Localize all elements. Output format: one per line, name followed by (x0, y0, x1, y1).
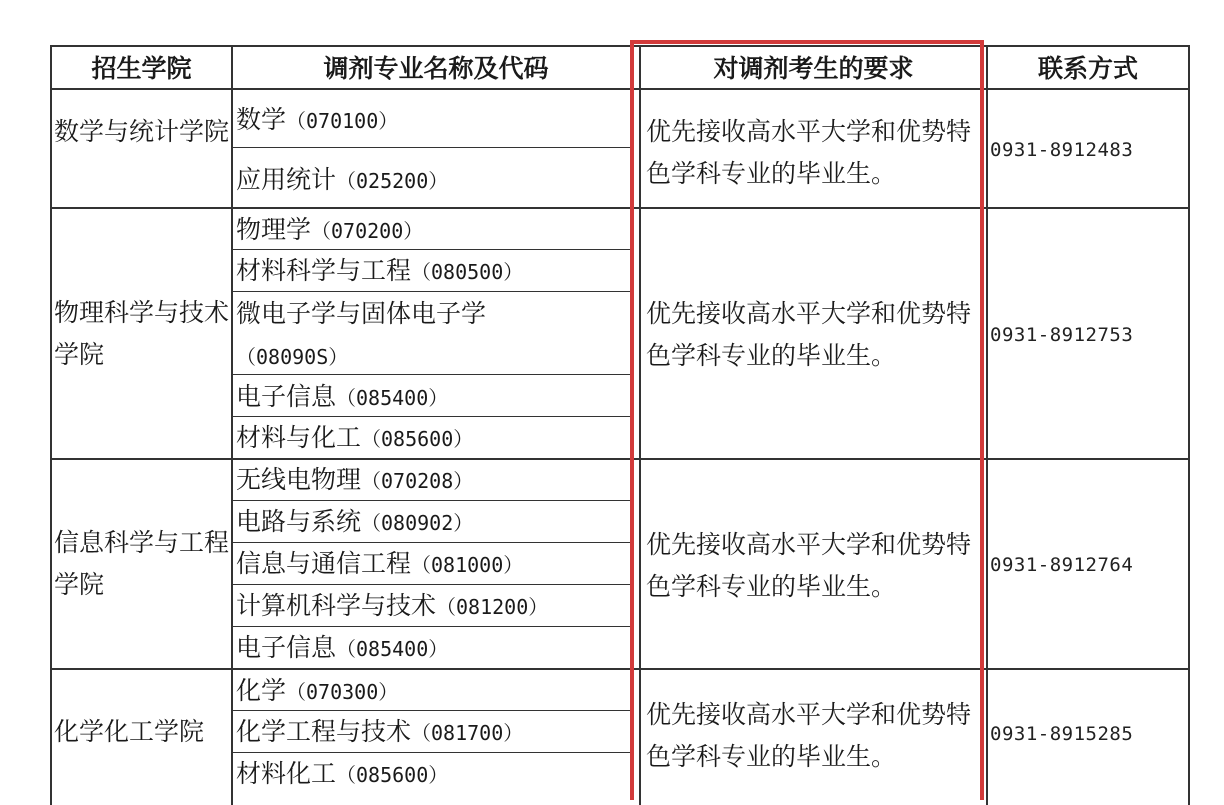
major-entry (236, 209, 423, 252)
header-requirement: 对调剂考生的要求 (713, 54, 914, 83)
major-name: 电子信息 (236, 633, 337, 662)
contact-phone: 0931-8912764 (990, 554, 1134, 576)
college-name: 信息科学与工程学院 (54, 528, 230, 599)
row-divider (50, 458, 1190, 460)
major-name: 信息与通信工程 (236, 549, 412, 578)
major-code: （070100） (286, 109, 399, 133)
requirement-text: 优先接收高水平大学和优势特色学科专业的毕业生。 (646, 299, 972, 370)
major-entry (236, 585, 548, 628)
column-divider (986, 45, 988, 805)
major-code: （081200） (436, 595, 549, 619)
admissions-table (50, 45, 1190, 805)
major-code: （085600） (336, 763, 449, 787)
major-name: 计算机科学与技术 (236, 591, 437, 620)
major-code: （070208） (361, 469, 474, 493)
contact-phone: 0931-8915285 (990, 723, 1134, 745)
major-name: 材料化工 (236, 759, 337, 788)
major-code: （085400） (336, 386, 449, 410)
major-name: 材料与化工 (236, 423, 362, 452)
major-name: 物理学 (236, 215, 312, 244)
major-entry (236, 250, 523, 293)
requirement-text: 优先接收高水平大学和优势特色学科专业的毕业生。 (646, 117, 972, 188)
highlight-box (630, 40, 984, 800)
major-code: （070200） (311, 219, 424, 243)
major-code: （08090S） (236, 345, 349, 369)
header-contact: 联系方式 (1037, 54, 1138, 83)
major-entry (236, 376, 448, 419)
table-border-left (50, 45, 52, 805)
major-entry (236, 711, 523, 754)
major-entry (236, 501, 473, 544)
requirement-text: 优先接收高水平大学和优势特色学科专业的毕业生。 (646, 700, 972, 771)
major-name: 材料科学与工程 (236, 256, 412, 285)
major-name: 化学工程与技术 (236, 717, 412, 746)
table-border-right (1188, 45, 1190, 805)
major-name: 化学 (236, 676, 287, 705)
major-entry (236, 459, 473, 502)
major-code: （025200） (336, 169, 449, 193)
major-name: 无线电物理 (236, 465, 362, 494)
major-entry (236, 753, 448, 796)
row-divider (50, 207, 1190, 209)
college-name: 数学与统计学院 (54, 117, 230, 146)
major-entry (236, 627, 448, 670)
major-code: （085400） (336, 637, 449, 661)
row-divider (50, 668, 1190, 670)
major-code: （080902） (361, 511, 474, 535)
requirement-text: 优先接收高水平大学和优势特色学科专业的毕业生。 (646, 530, 972, 601)
major-code: （080500） (411, 260, 524, 284)
major-entry (236, 417, 473, 460)
contact-phone: 0931-8912753 (990, 324, 1134, 346)
major-entry (236, 293, 526, 378)
major-name: 电子信息 (236, 382, 337, 411)
contact-phone: 0931-8912483 (990, 139, 1134, 161)
major-name: 微电子学与固体电子学 (236, 299, 487, 328)
major-name: 应用统计 (236, 165, 337, 194)
major-entry (236, 159, 448, 202)
major-entry (236, 99, 398, 142)
major-code: （070300） (286, 680, 399, 704)
column-divider (231, 45, 233, 805)
major-code: （081000） (411, 553, 524, 577)
major-code: （085600） (361, 427, 474, 451)
college-name: 化学化工学院 (54, 717, 205, 746)
major-entry (236, 670, 398, 713)
major-name: 电路与系统 (236, 507, 362, 536)
major-divider (232, 147, 630, 148)
major-name: 数学 (236, 105, 287, 134)
header-major: 调剂专业名称及代码 (323, 54, 549, 83)
major-entry (236, 543, 523, 586)
college-name: 物理科学与技术学院 (54, 298, 230, 369)
header-college: 招生学院 (91, 54, 192, 83)
major-code: （081700） (411, 721, 524, 745)
